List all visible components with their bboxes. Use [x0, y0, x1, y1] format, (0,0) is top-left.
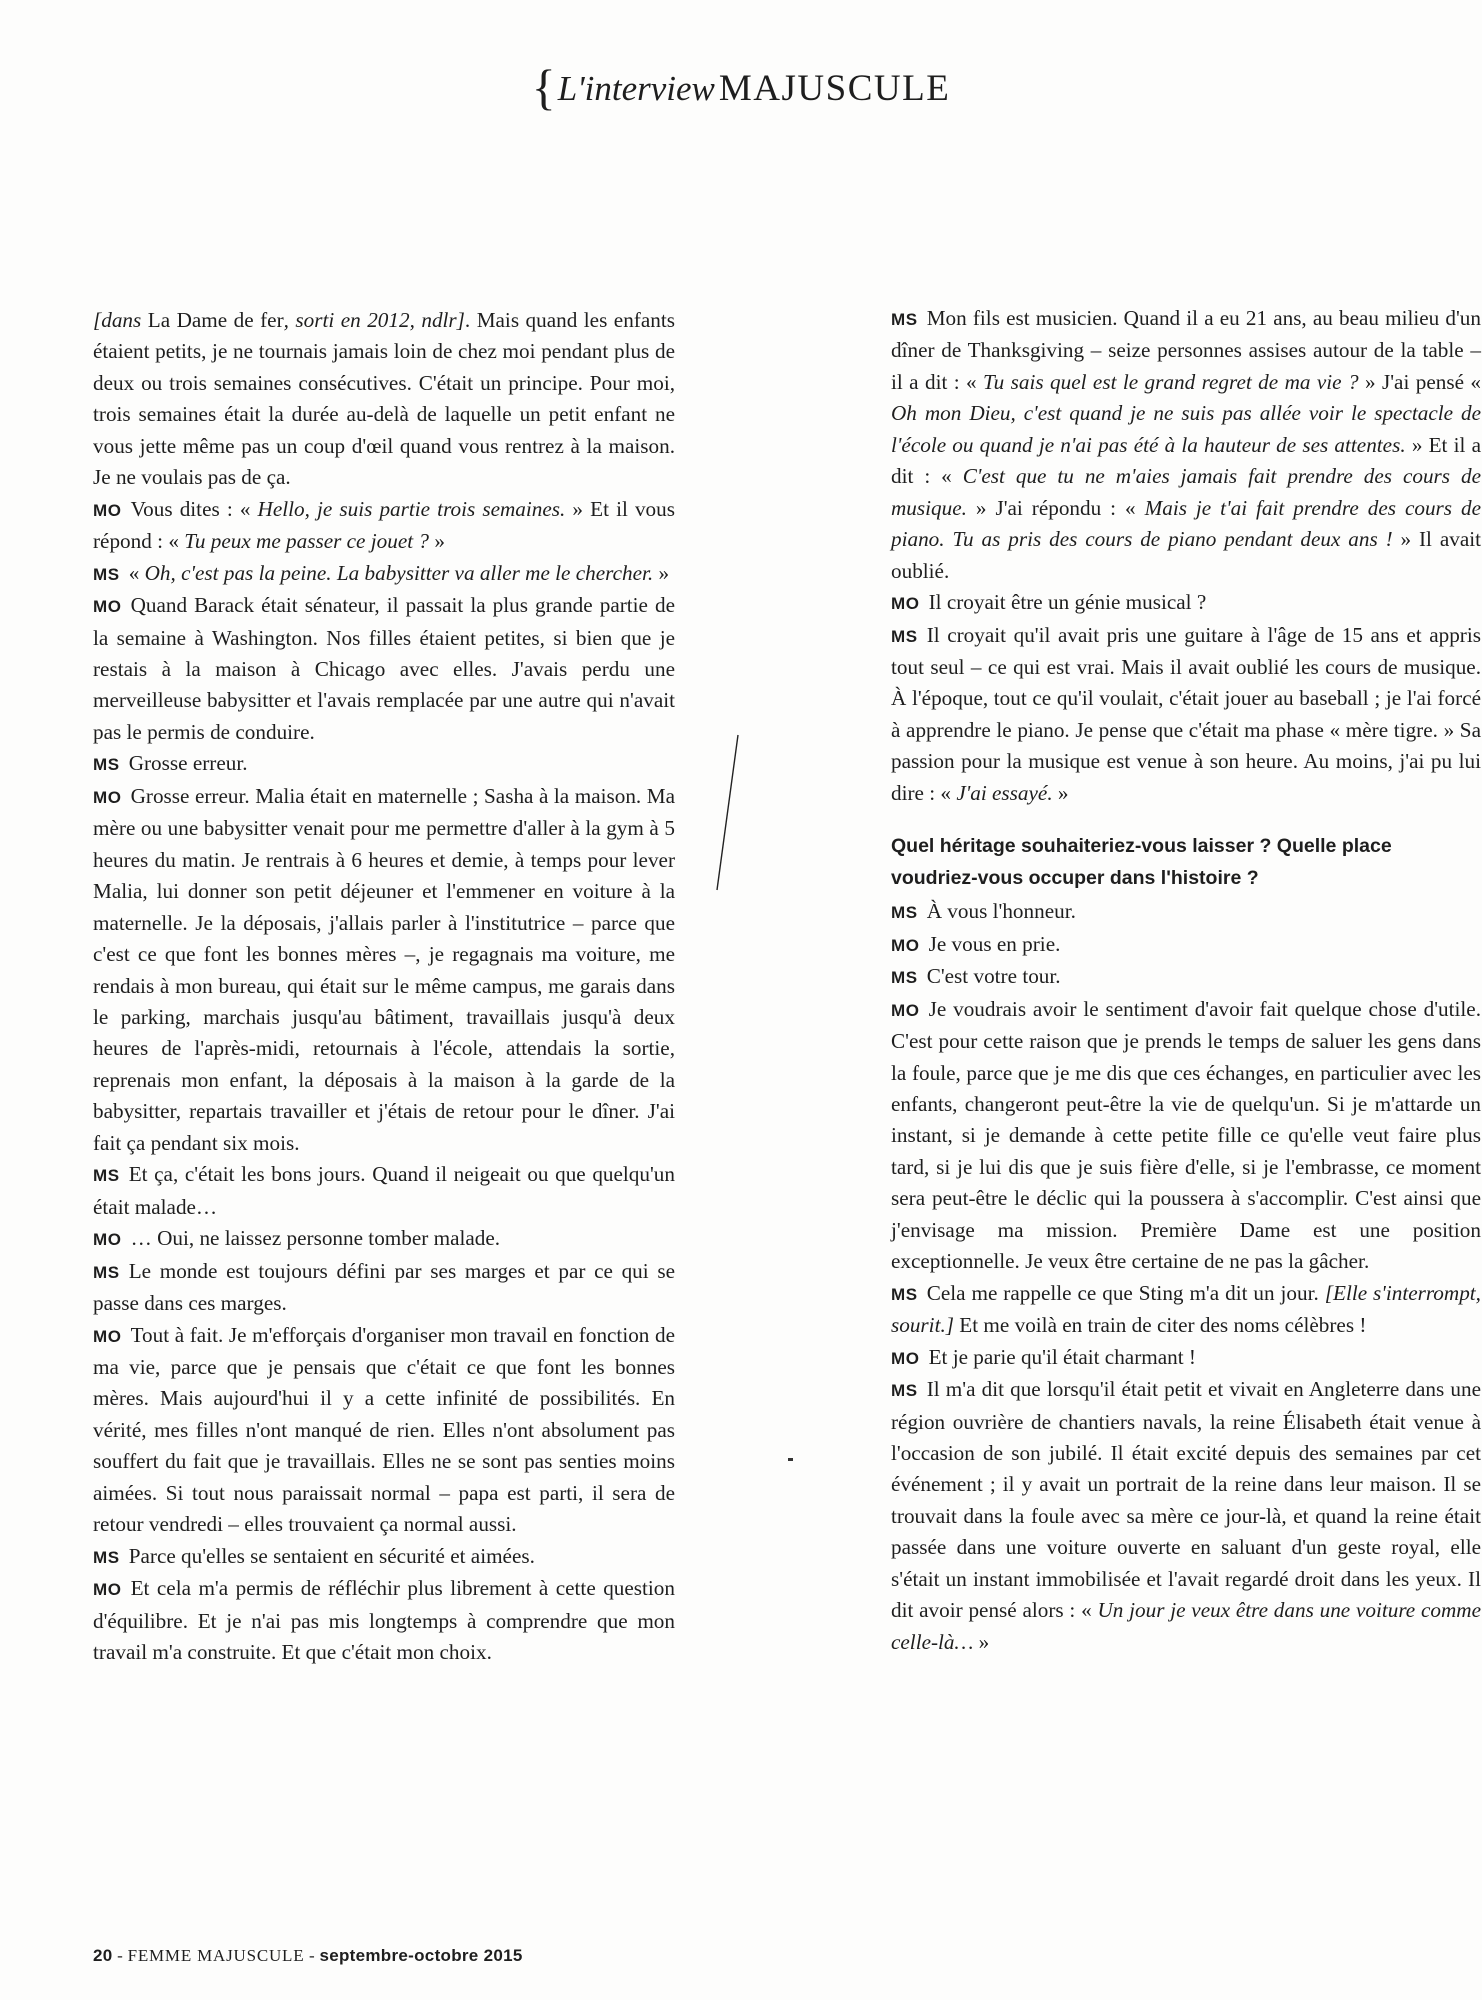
- speaker-label: MO: [93, 500, 122, 520]
- italic-text: J'ai essayé.: [956, 780, 1053, 805]
- page-footer: [93, 1946, 523, 1966]
- body-text: À vous l'honneur.: [926, 899, 1076, 924]
- body-text: Mon fils est musicien. Quand il a eu 21 ans, au beau milieu d'un dîner de Thanksgiving – seize personnes assises autour de la table – il a dit : «: [891, 306, 1481, 394]
- speaker-label: MS: [891, 968, 918, 988]
- header-title-caps: MAJUSCULE: [718, 68, 951, 109]
- speaker-label: MS: [891, 903, 918, 923]
- header-title-italic: L'interview: [557, 69, 715, 108]
- speaker-label: MS: [891, 1381, 918, 1401]
- italic-text: Oh mon Dieu, c'est quand je ne suis pas allée voir le spectacle de l'école ou quand je n'ai pas été à la hauteur de ses attentes.: [891, 401, 1481, 457]
- speaker-label: MO: [93, 1580, 122, 1600]
- divider-stroke: [717, 735, 738, 890]
- body-text: Grosse erreur.: [128, 751, 248, 776]
- body-text: Je vous en prie.: [928, 931, 1061, 956]
- body-text: Il m'a dit que lorsqu'il était petit et vivait en Angleterre dans une région ouvrière de chantiers navals, la reine Élisabeth était venue à l'occasion de son jubilé. Il était excité depuis des semaines par cet événement ; il y avait un portrait de la reine dans leur maison. Il se trouvait dans la foule avec sa mère ce jour-là, et quand la reine était passée dans une voiture ouverte en saluant d'un geste royal, elle s'était un instant immobilisée et l'avait regardé droit dans les yeux. Il dit avoir pensé alors : «: [891, 1377, 1481, 1623]
- footer-page-number: 20: [93, 1946, 113, 1965]
- footer-separator: -: [112, 1946, 128, 1965]
- section-question: Quel héritage souhaiteriez-vous laisser ? Quelle place voudriez-vous occuper dans l'histoire ?: [891, 835, 1392, 889]
- body-text: Tout à fait. Je m'efforçais d'organiser mon travail en fonction de ma vie, parce que je pensais que c'était ce que font les bonnes mères. Mais aujourd'hui il y a cette infinité de possibilités. En vérité, mes filles n'ont manqué de rien. Elles n'ont absolument pas souffert du fait que je travaillais. Elles ne se sont pas senties moins aimées. Si tout nous paraissait normal – papa est parti, il sera de retour vendredi – elles trouvaient ça normal aussi.: [93, 1322, 675, 1537]
- speaker-label: MO: [891, 594, 920, 614]
- italic-text: [dans: [93, 308, 148, 332]
- italic-text: Mais je t'ai fait prendre des cours de piano. Tu as pris des cours de piano pendant deux ans !: [891, 495, 1481, 552]
- speaker-label: MO: [93, 787, 122, 807]
- speaker-label: MS: [891, 626, 918, 646]
- body-text: » Il avait oublié.: [891, 527, 1482, 583]
- speaker-label: MS: [93, 564, 120, 584]
- body-text: »: [653, 560, 670, 585]
- italic-text: Un jour je veux être dans une voiture comme celle-là…: [891, 1598, 1481, 1654]
- body-text: Cela me rappelle ce que Sting m'a dit un jour.: [926, 1280, 1325, 1305]
- speaker-label: MS: [93, 1166, 120, 1186]
- body-text: Quand Barack était sénateur, il passait la plus grande partie de la semaine à Washington. Nos filles étaient petites, si bien que je restais à la maison à Chicago avec elles. J'avais perdu une merveilleuse babysitter et l'avais remplacée par une autre qui n'avait pas le permis de conduire.: [93, 593, 675, 744]
- speaker-label: MO: [891, 1348, 920, 1368]
- speaker-label: MS: [93, 1547, 120, 1567]
- body-text: Grosse erreur. Malia était en maternelle ; Sasha à la maison. Ma mère ou une babysitter venait pour me permettre d'aller à la gym à 5 heures du matin. Je rentrais à 6 heures et demie, à temps pour lever Malia, lui donner son petit déjeuner et l'emmener en voiture à la maternelle. Je la déposais, j'allais parler à l'institutrice – parce que c'est ce que font les bonnes mères –, je regagnais ma voiture, me rendais à mon bureau, qui était sur le même campus, me garais dans le parking, marchais jusqu'au bâtiment, travaillais jusqu'à deux heures de l'après-midi, retournais à l'école, attendais la sortie, reprenais mon enfant, la déposais à la maison à la garde de la babysitter, repartais travailler et j'étais de retour pour le dîner. J'ai fait ça pendant six mois.: [93, 783, 675, 1155]
- body-text: «: [128, 560, 145, 585]
- body-text: Il croyait être un génie musical ?: [928, 590, 1207, 615]
- body-text: … Oui, ne laissez personne tomber malade.: [130, 1226, 501, 1251]
- footer-separator: -: [304, 1946, 320, 1965]
- body-text: » Et il a dit : «: [891, 432, 1481, 489]
- italic-text: Oh, c'est pas la peine. La babysitter va aller me le chercher.: [144, 560, 654, 585]
- speaker-label: MO: [891, 935, 920, 955]
- speaker-label: MS: [93, 1262, 120, 1282]
- speaker-label: MS: [891, 1284, 918, 1304]
- stray-mark: [788, 1458, 793, 1461]
- body-text: Et cela m'a permis de réfléchir plus librement à cette question d'équilibre. Et je n'ai pas mis longtemps à comprendre que mon travail m'a construite. Et que c'était mon choix.: [93, 1576, 675, 1665]
- body-text: La Dame de fer: [147, 308, 284, 332]
- body-text: Je voudrais avoir le sentiment d'avoir fait quelque chose d'utile. C'est pour cette raison que je prends le temps de saluer les gens dans la foule, parce que je me dis que ces échanges, en particulier avec les enfants, changeront peut-être la vie de quelqu'un. Si je m'attarde un instant, si je demande à cette petite fille ce qu'elle veut faire plus tard, si je lui dis que je suis fière d'elle, si je l'embrasse, ce moment sera peut-être le déclic qui la poussera à s'accomplir. C'est ainsi que j'envisage ma mission. Première Dame est une position exceptionnelle. Je veux être certaine de ne pas la gâcher.: [891, 996, 1481, 1274]
- header-brace: {: [531, 59, 556, 115]
- speaker-label: MO: [93, 1230, 122, 1250]
- body-text: Parce qu'elles se sentaient en sécurité et aimées.: [128, 1543, 535, 1568]
- footer-magazine-name: FEMME MAJUSCULE: [127, 1946, 305, 1965]
- body-text: Et me voilà en train de citer des noms célèbres !: [954, 1313, 1367, 1338]
- body-text: Le monde est toujours défini par ses marges et par ce qui se passe dans ces marges.: [93, 1258, 675, 1316]
- speaker-label: MO: [93, 597, 122, 617]
- body-text: »: [1052, 780, 1069, 805]
- body-text: . Mais quand les enfants étaient petits, je ne tournais jamais loin de chez moi pendant plus de deux ou trois semaines consécutives. C'était un principe. Pour moi, trois semaines était la durée au-delà de laquelle un petit enfant ne vous jette même pas un coup d'œil quand vous rentrez à la maison. Je ne voulais pas de ça.: [93, 308, 675, 490]
- italic-text: , sorti en 2012, ndlr]: [283, 308, 465, 332]
- body-text: Et ça, c'était les bons jours. Quand il neigeait ou que quelqu'un était malade…: [93, 1162, 675, 1219]
- speaker-label: MS: [93, 755, 120, 775]
- body-text: » Et il vous répond : «: [93, 496, 675, 554]
- body-text: » J'ai pensé «: [1358, 369, 1481, 394]
- italic-text: C'est que tu ne m'aies jamais fait prendre des cours de musique.: [891, 464, 1481, 520]
- speaker-label: MO: [93, 1326, 122, 1346]
- italic-text: Tu sais quel est le grand regret de ma vie ?: [983, 369, 1359, 394]
- body-text: Il croyait qu'il avait pris une guitare à l'âge de 15 ans et appris tout seul – ce qui est vrai. Mais il avait oublié les cours de musique. À l'époque, tout ce qu'il voulait, c'était jouer au baseball ; je l'ai forcé à apprendre le piano. Je pense que c'était ma phase « mère tigre. » Sa passion pour la musique est venue à son heure. Au moins, j'ai pu lui dire : «: [891, 622, 1481, 805]
- body-text: »: [429, 529, 445, 554]
- body-text: C'est votre tour.: [926, 964, 1061, 989]
- italic-text: Hello, je suis partie trois semaines.: [257, 496, 566, 521]
- body-text: Vous dites : «: [130, 496, 258, 521]
- italic-text: Tu peux me passer ce jouet ?: [184, 529, 430, 554]
- footer-issue-date: septembre-octobre 2015: [319, 1946, 523, 1965]
- body-text: »: [973, 1629, 990, 1654]
- body-text: Et je parie qu'il était charmant !: [928, 1344, 1196, 1369]
- speaker-label: MO: [891, 1000, 920, 1020]
- italic-text: [Elle s'interrompt, sourit.]: [891, 1280, 1481, 1338]
- body-text: » J'ai répondu : «: [966, 495, 1145, 520]
- speaker-label: MS: [891, 310, 918, 329]
